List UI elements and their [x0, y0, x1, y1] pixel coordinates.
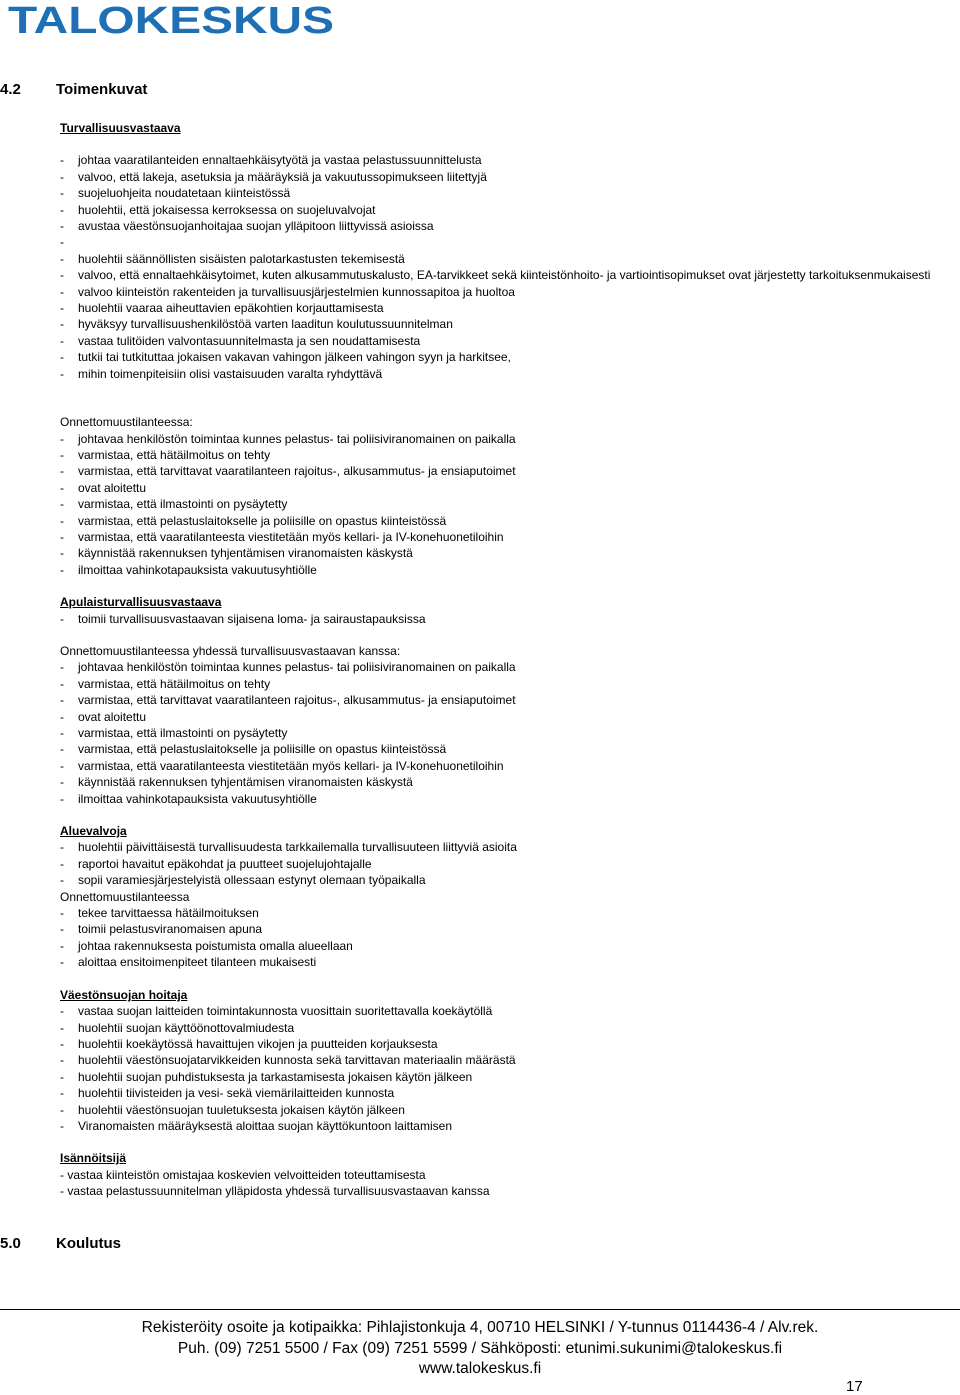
list-item-text: huolehtii koekäytössä havaittujen vikojen ja puutteiden korjauksesta	[78, 1036, 438, 1051]
page-number: 17	[846, 1378, 863, 1395]
bullet-dash: -	[60, 1086, 64, 1101]
bullet-dash: -	[60, 284, 64, 299]
bullet-dash: -	[60, 546, 64, 561]
bullet-dash: -	[60, 431, 64, 446]
list-item-text: ovat aloitettu	[78, 480, 147, 495]
bullet-dash: -	[60, 938, 64, 953]
list-item-text: valvoo, että lakeja, asetuksia ja määräyksiä ja vakuutussopimukseen liitettyjä	[78, 169, 487, 184]
talokeskus-logo	[8, 2, 338, 38]
footer-divider	[0, 1309, 960, 1310]
list-item-text: Viranomaisten määräyksestä aloittaa suojan käyttökuntoon laittamisen	[78, 1118, 452, 1133]
bullet-dash: -	[60, 350, 64, 365]
bullet-dash: -	[60, 1036, 64, 1051]
list-item-text: varmistaa, että vaaratilanteesta viestitetään myös kellari- ja IV-konehuonetiloihin	[78, 529, 504, 544]
list-item	[60, 1052, 940, 1068]
section-4-2-heading	[0, 81, 147, 98]
list-item	[60, 267, 940, 283]
list-item	[60, 774, 940, 790]
list-item-text: huolehtii suojan puhdistuksesta ja tarkastamisesta jokaisen käytön jälkeen	[78, 1069, 473, 1084]
logo-text: TALOKESKUS	[8, 2, 334, 38]
role-heading: Väestönsuojan hoitaja	[60, 987, 188, 1002]
list-item-text: johtavaa henkilöstön toimintaa kunnes pelastus- tai poliisiviranomainen on paikalla	[78, 660, 516, 675]
bullet-dash: -	[60, 317, 64, 332]
list-item	[60, 954, 940, 970]
list-item	[60, 300, 940, 316]
bullet-dash: -	[60, 726, 64, 740]
bullet-dash: -	[60, 219, 64, 234]
list-item-text: käynnistää rakennuksen tyhjentämisen viranomaisten käskystä	[78, 546, 413, 561]
list-item-text: huolehtii suojan käyttöönottovalmiudesta	[78, 1020, 295, 1035]
list-item-text: johtaa rakennuksesta poistumista omalla alueellaan	[78, 938, 353, 953]
duty-list	[60, 431, 940, 579]
bullet-dash: -	[60, 513, 64, 528]
bullet-dash: -	[60, 366, 64, 381]
list-item	[60, 480, 940, 496]
list-item	[60, 725, 940, 741]
list-item	[60, 1069, 940, 1085]
bullet-dash: -	[60, 169, 64, 184]
list-item-text: johtavaa henkilöstön toimintaa kunnes pelastus- tai poliisiviranomainen on paikalla	[78, 431, 516, 446]
list-item	[60, 659, 940, 675]
bullet-dash: -	[60, 268, 64, 283]
list-item	[60, 431, 940, 447]
paragraph: - vastaa pelastussuunnitelman ylläpidosta yhdessä turvallisuusvastaavan kanssa	[60, 1184, 490, 1199]
list-item-text: varmistaa, että ilmastointi on pysäytetty	[78, 497, 288, 512]
list-item	[60, 169, 940, 185]
list-item-text: tutkii tai tutkituttaa jokaisen vakavan vahingon jälkeen vahingon syyn ja harkitsee,	[78, 350, 511, 365]
list-item	[60, 1085, 940, 1101]
duty-list	[60, 152, 940, 382]
bullet-dash: -	[60, 873, 64, 888]
list-item-text: vastaa tulitöiden valvontasuunnitelmasta ja sen noudattamisesta	[78, 333, 421, 348]
list-item	[60, 496, 940, 512]
list-item	[60, 333, 940, 349]
list-item	[60, 463, 940, 479]
list-item	[60, 202, 940, 218]
list-item	[60, 218, 940, 234]
list-item-text: tekee tarvittaessa hätäilmoituksen	[78, 906, 259, 921]
list-item	[60, 905, 940, 921]
bullet-dash: -	[60, 906, 64, 921]
bullet-dash: -	[60, 333, 64, 348]
bullet-dash: -	[60, 1053, 64, 1068]
bullet-dash: -	[60, 611, 64, 626]
spacer	[60, 627, 940, 643]
list-item	[60, 513, 940, 529]
bullet-dash: -	[60, 758, 64, 773]
list-item-text: hyväksyy turvallisuushenkilöstöä varten laaditun koulutussuunnitelman	[78, 317, 453, 332]
bullet-dash: -	[60, 1004, 64, 1019]
bullet-dash: -	[60, 1069, 64, 1084]
spacer	[60, 382, 940, 398]
section-number: 4.2	[0, 81, 21, 98]
list-item	[60, 709, 940, 725]
list-item-text: käynnistää rakennuksen tyhjentämisen viranomaisten käskystä	[78, 775, 413, 790]
bullet-dash: -	[60, 709, 64, 724]
list-item-text: vastaa suojan laitteiden toimintakunnosta vuosittain suoritettavalla koekäytöllä	[78, 1004, 493, 1019]
list-item-text: toimii pelastusviranomaisen apuna	[78, 922, 263, 937]
list-item-text	[78, 234, 940, 250]
list-item-text: johtaa vaaratilanteiden ennaltaehkäisytyötä ja vastaa pelastussuunnittelusta	[78, 153, 482, 168]
bullet-dash: -	[60, 480, 64, 495]
list-item	[60, 1102, 940, 1118]
role-heading: Isännöitsijä	[60, 1151, 127, 1166]
list-item-text: varmistaa, että tarvittavat vaaratilanteen rajoitus-, alkusammutus- ja ensiaputoimet	[78, 693, 516, 708]
spacer	[60, 398, 940, 414]
bullet-dash: -	[60, 676, 64, 691]
list-item-text: varmistaa, että hätäilmoitus on tehty	[78, 447, 271, 462]
paragraph: Onnettomuustilanteessa	[60, 889, 190, 904]
spacer	[60, 578, 940, 594]
bullet-dash: -	[60, 791, 64, 806]
spacer	[60, 1134, 940, 1150]
list-item	[60, 185, 940, 201]
section-title: Koulutus	[56, 1235, 121, 1252]
list-item-text: sopii varamiesjärjestelyistä ollessaan estynyt olemaan työpaikalla	[78, 873, 426, 888]
list-item-text: ilmoittaa vahinkotapauksista vakuutusyhtiölle	[78, 562, 317, 577]
list-item-text: ovat aloitettu	[78, 709, 147, 724]
role-heading: Apulaisturvallisuusvastaava	[60, 595, 222, 610]
list-item	[60, 152, 940, 168]
list-item	[60, 366, 940, 382]
list-item	[60, 872, 940, 888]
list-item-text: huolehtii tiivisteiden ja vesi- sekä viemärilaitteiden kunnosta	[78, 1086, 395, 1101]
duty-list	[60, 839, 940, 888]
paragraph: Onnettomuustilanteessa yhdessä turvallisuusvastaavan kanssa:	[60, 643, 401, 658]
bullet-dash: -	[60, 840, 64, 855]
list-item-text: varmistaa, että vaaratilanteesta viestitetään myös kellari- ja IV-konehuonetiloihin	[78, 758, 504, 773]
list-item-text: varmistaa, että pelastuslaitokselle ja poliisille on opastus kiinteistössä	[78, 513, 447, 528]
bullet-dash: -	[60, 856, 64, 871]
bullet-dash: -	[60, 186, 64, 201]
list-item	[60, 1036, 940, 1052]
list-item-text: varmistaa, että hätäilmoitus on tehty	[78, 676, 271, 691]
list-item	[60, 856, 940, 872]
list-item-text: valvoo, että ennaltaehkäisytoimet, kuten alkusammutuskalusto, EA-tarvikkeet sekä kiinteistönhoito- ja vartiointisopimukset ovat järjestetty tarkoituksenmukaisesti	[78, 268, 931, 283]
list-item	[60, 1003, 940, 1019]
list-item	[60, 349, 940, 365]
list-item	[60, 316, 940, 332]
bullet-dash: -	[60, 562, 64, 577]
bullet-dash: -	[60, 775, 64, 790]
list-item	[60, 758, 940, 774]
paragraph: Onnettomuustilanteessa:	[60, 415, 193, 430]
document-body	[60, 120, 940, 1200]
spacer	[60, 971, 940, 987]
duty-list	[60, 1003, 940, 1134]
list-item	[60, 692, 940, 708]
section-5-0-heading	[0, 1235, 121, 1252]
list-item-text: mihin toimenpiteisiin olisi vastaisuuden varalta ryhdyttävä	[78, 366, 383, 381]
paragraph: - vastaa kiinteistön omistajaa koskevien velvoitteiden toteuttamisesta	[60, 1167, 426, 1182]
list-item-text: huolehtii, että jokaisessa kerroksessa on suojeluvalvojat	[78, 202, 376, 217]
list-item	[60, 234, 940, 250]
list-item	[60, 562, 940, 578]
duty-list	[60, 905, 940, 971]
bullet-dash: -	[60, 1102, 64, 1117]
duty-list	[60, 611, 940, 627]
list-item	[60, 921, 940, 937]
list-item	[60, 529, 940, 545]
section-title: Toimenkuvat	[56, 81, 148, 98]
role-heading: Turvallisuusvastaava	[60, 121, 181, 135]
bullet-dash: -	[60, 235, 64, 250]
bullet-dash: -	[60, 742, 64, 757]
list-item-text: varmistaa, että pelastuslaitokselle ja poliisille on opastus kiinteistössä	[78, 742, 447, 757]
list-item-text: raportoi havaitut epäkohdat ja puutteet suojelujohtajalle	[78, 856, 372, 871]
bullet-dash: -	[60, 202, 64, 217]
bullet-dash: -	[60, 464, 64, 479]
list-item	[60, 251, 940, 267]
list-item-text: valvoo kiinteistön rakenteiden ja turvallisuusjärjestelmien kunnossapitoa ja huoltoa	[78, 284, 515, 299]
list-item	[60, 741, 940, 757]
list-item	[60, 1020, 940, 1036]
footer-address: Rekisteröity osoite ja kotipaikka: Pihlajistonkuja 4, 00710 HELSINKI / Y-tunnus 0114436-4 / Alv.rek.	[141, 1319, 819, 1336]
bullet-dash: -	[60, 251, 64, 266]
bullet-dash: -	[60, 447, 64, 462]
page-footer	[0, 1318, 960, 1380]
list-item	[60, 938, 940, 954]
list-item	[60, 284, 940, 300]
section-number: 5.0	[0, 1235, 21, 1252]
duty-list	[60, 659, 940, 807]
bullet-dash: -	[60, 301, 64, 316]
bullet-dash: -	[60, 955, 64, 970]
list-item-text: avustaa väestönsuojanhoitajaa suojan ylläpitoon liittyvissä asioissa	[78, 219, 434, 234]
list-item-text: aloittaa ensitoimenpiteet tilanteen mukaisesti	[78, 955, 317, 970]
bullet-dash: -	[60, 660, 64, 675]
list-item	[60, 545, 940, 561]
list-item-text: varmistaa, että ilmastointi on pysäytetty	[78, 726, 288, 740]
list-item-text: huolehtii vaaraa aiheuttavien epäkohtien korjauttamisesta	[78, 301, 384, 316]
bullet-dash: -	[60, 153, 64, 168]
list-item-text: huolehtii väestönsuojatarvikkeiden kunnosta sekä tarvittavan materiaalin määrästä	[78, 1053, 516, 1068]
spacer	[60, 807, 940, 823]
bullet-dash: -	[60, 1118, 64, 1133]
footer-website: www.talokeskus.fi	[418, 1360, 542, 1377]
list-item-text: huolehtii päivittäisestä turvallisuudesta tarkkailemalla turvallisuuteen liittyviä asioita	[78, 840, 517, 855]
list-item-text: varmistaa, että tarvittavat vaaratilanteen rajoitus-, alkusammutus- ja ensiaputoimet	[78, 464, 516, 479]
list-item	[60, 791, 940, 807]
bullet-dash: -	[60, 529, 64, 544]
bullet-dash: -	[60, 1020, 64, 1035]
list-item	[60, 611, 940, 627]
list-item	[60, 839, 940, 855]
list-item	[60, 676, 940, 692]
list-item	[60, 1118, 940, 1134]
footer-contact: Puh. (09) 7251 5500 / Fax (09) 7251 5599 / Sähköposti: etunimi.sukunimi@talokeskus.fi	[177, 1339, 783, 1357]
list-item	[60, 447, 940, 463]
list-item-text: toimii turvallisuusvastaavan sijaisena loma- ja sairaustapauksissa	[78, 611, 426, 626]
bullet-dash: -	[60, 922, 64, 937]
bullet-dash: -	[60, 693, 64, 708]
list-item-text: huolehtii väestönsuojan tuuletuksesta jokaisen käytön jälkeen	[78, 1102, 405, 1117]
list-item-text: ilmoittaa vahinkotapauksista vakuutusyhtiölle	[78, 791, 317, 806]
list-item-text: huolehtii säännöllisten sisäisten palotarkastusten tekemisestä	[78, 251, 405, 266]
list-item-text: suojeluohjeita noudatetaan kiinteistössä	[78, 186, 291, 201]
spacer	[60, 136, 940, 152]
bullet-dash: -	[60, 497, 64, 512]
role-heading: Aluevalvoja	[60, 824, 127, 839]
